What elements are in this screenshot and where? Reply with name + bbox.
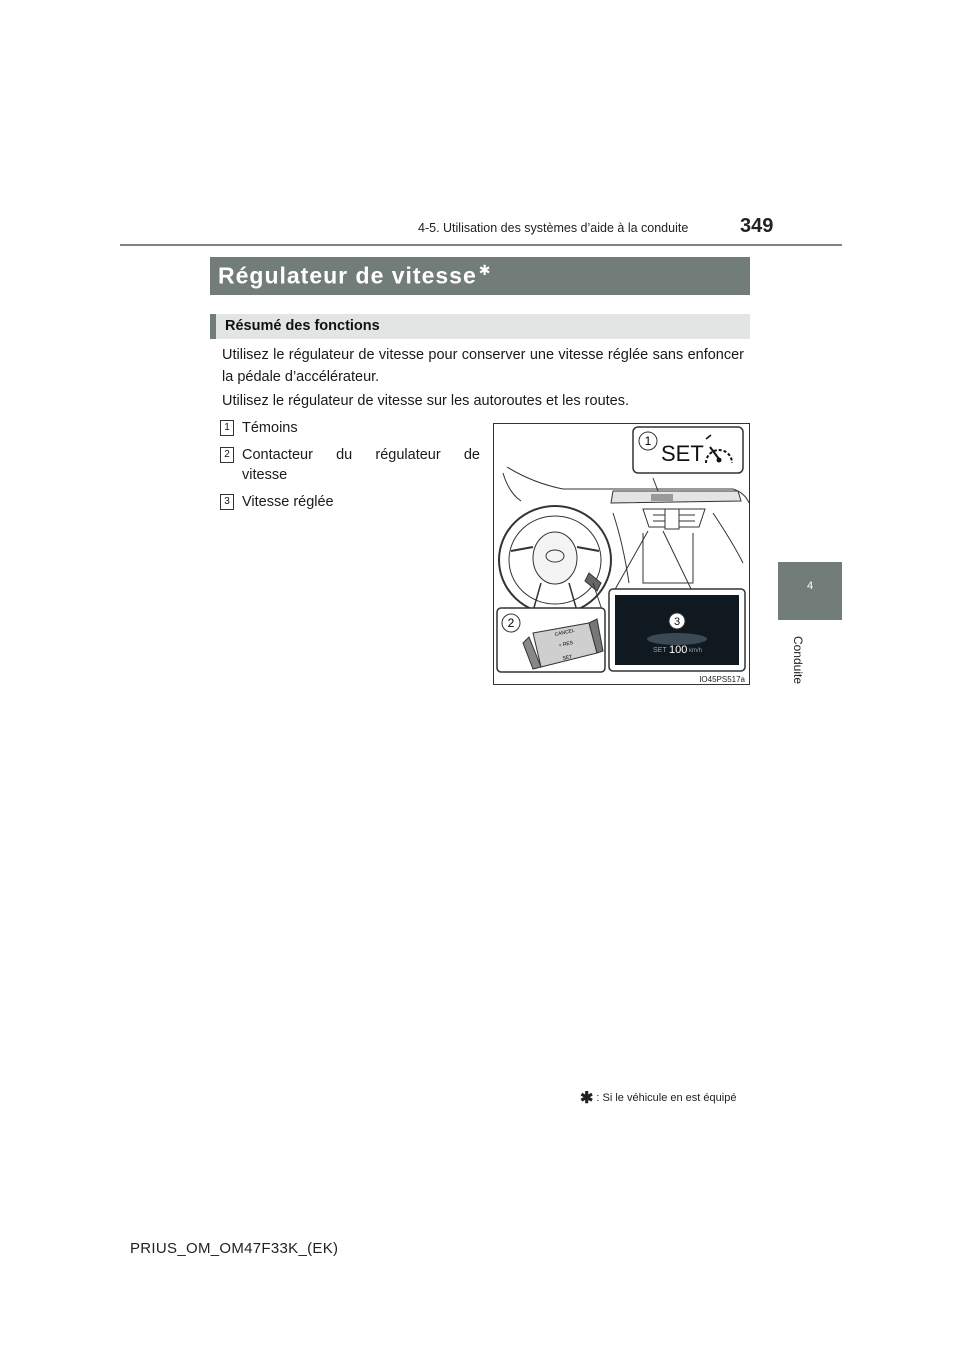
set-indicator-text: SET [661, 441, 704, 466]
display-unit: km/h [689, 648, 703, 654]
document-id: PRIUS_OM_OM47F33K_(EK) [130, 1240, 339, 1257]
item-number-1: 1 [220, 420, 234, 436]
paragraph-1: Utilisez le régulateur de vitesse pour conserver une vitesse réglée sans enfoncer la pédale d’accélérateur. [222, 347, 744, 385]
callout-1: 1 [644, 434, 652, 448]
title-asterisk: ✱ [478, 262, 492, 278]
item-text-2-cont: vitesse [242, 467, 288, 483]
figure-code: IO45PS517a [699, 675, 745, 684]
subheading: Résumé des fonctions [210, 314, 750, 339]
item-number-3: 3 [220, 494, 234, 510]
callout-2: 2 [507, 616, 515, 630]
page-number: 349 [740, 215, 774, 237]
cruise-control-figure [493, 423, 750, 685]
item-text-1: Témoins [242, 420, 298, 436]
header-rule [120, 244, 842, 246]
stalk-label-cancel: CANCEL [554, 627, 576, 638]
display-speed: 100 [669, 644, 688, 656]
chapter-number: 4 [806, 580, 814, 592]
footnote-text: : Si le véhicule en est équipé [596, 1092, 737, 1104]
chapter-label: Conduite [791, 635, 805, 685]
paragraph-2: Utilisez le régulateur de vitesse sur les autoroutes et les routes. [222, 393, 630, 409]
footnote [580, 1088, 736, 1108]
item-number-2: 2 [220, 447, 234, 463]
title-bar [210, 257, 750, 295]
footnote-asterisk: ✱ [580, 1090, 594, 1107]
page-title: Régulateur de vitesse [218, 262, 477, 289]
header-section-title: 4-5. Utilisation des systèmes d’aide à la conduite [418, 221, 689, 235]
display-set-label: SET [653, 647, 667, 654]
stalk-label-res: + RES [558, 640, 574, 649]
item-text-2: Contacteur du régulateur de [242, 447, 480, 463]
callout-3: 3 [673, 616, 681, 628]
stalk-label-set: SET [562, 654, 573, 662]
item-text-3: Vitesse réglée [242, 494, 334, 510]
